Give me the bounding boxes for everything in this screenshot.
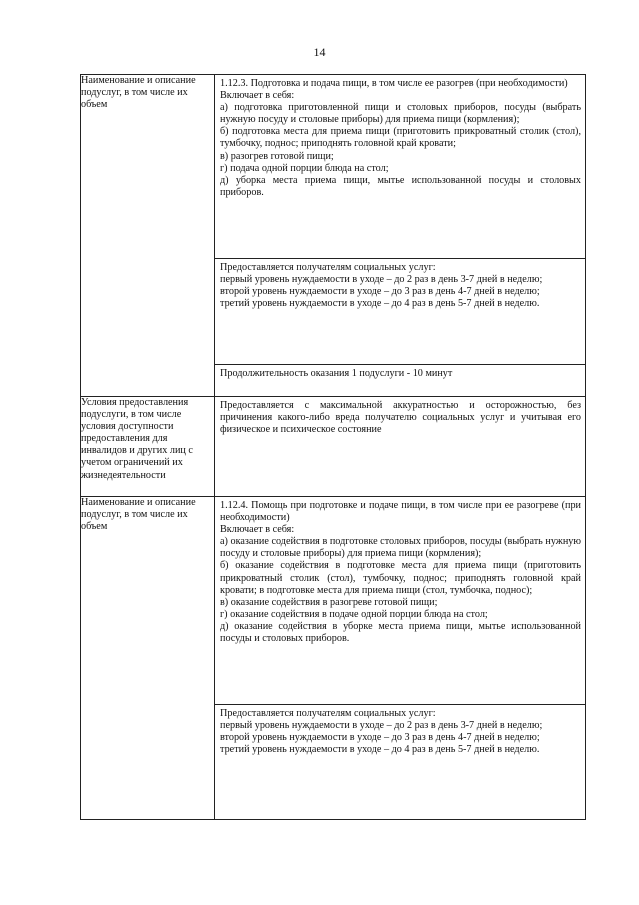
conditions-block — [215, 397, 585, 440]
service-description-table — [80, 74, 586, 820]
subservice-description-block — [215, 75, 585, 258]
text-line: Включает в себя: — [220, 90, 295, 102]
row-content — [215, 75, 586, 397]
row-label: Наименование и описание подуслуг, в том числе их объем — [81, 497, 215, 820]
subservice-description-block — [215, 497, 585, 704]
text-line: г) оказание содействия в подаче одной порции блюда на стол; — [220, 608, 488, 620]
text-line: а) оказание содействия в подготовке столовых приборов, посуды (выбрать нужную посуду и столовые приборы) для приема пищи (кормления); — [220, 536, 581, 560]
text-line: б) оказание содействия в подготовке места для приема пищи (приготовить прикроватный столик (стол), тумбочку, поднос; приподнять головной край кровати; в подготовке места для приема пищи (стол, тумбочка, поднос); — [220, 560, 581, 596]
text-line: Предоставляется получателям социальных услуг: — [220, 708, 436, 719]
text-line: 1.12.4. Помощь при подготовке и подаче пищи, в том числе при ее разогреве (при необходимости) — [220, 500, 581, 524]
text-line: третий уровень нуждаемости в уходе – до 4 раз в день 5-7 дней в неделю. — [220, 298, 540, 310]
row-label: Условия предоставления подуслуги, в том числе условия доступности предоставления для инвалидов и других лиц с учетом ограничений их жизнедеятельности — [81, 397, 215, 497]
text-line: третий уровень нуждаемости в уходе – до 4 раз в день 5-7 дней в неделю. — [220, 744, 540, 756]
duration-block — [215, 364, 585, 384]
text-line: 1.12.3. Подготовка и подача пищи, в том числе ее разогрев (при необходимости) — [220, 78, 568, 89]
text-line: первый уровень нуждаемости в уходе – до 2 раз в день 3-7 дней в неделю; — [220, 274, 543, 286]
text-line: в) оказание содействия в разогреве готовой пищи; — [220, 596, 438, 608]
frequency-block — [215, 704, 585, 760]
row-content — [215, 397, 586, 497]
text-line: первый уровень нуждаемости в уходе – до 2 раз в день 3-7 дней в неделю; — [220, 720, 543, 732]
table-row — [81, 397, 586, 497]
page-number: 14 — [313, 45, 326, 59]
text-line: в) разогрев готовой пищи; — [220, 150, 334, 162]
row-content — [215, 497, 586, 820]
row-label: Наименование и описание подуслуг, в том числе их объем — [81, 75, 215, 397]
table-row — [81, 75, 586, 397]
text-line: Включает в себя: — [220, 524, 295, 536]
text-line: Предоставляется получателям социальных услуг: — [220, 262, 436, 273]
text-line: второй уровень нуждаемости в уходе – до 3 раз в день 4-7 дней в неделю; — [220, 286, 540, 298]
text-line: Продолжительность оказания 1 подуслуги - 10 минут — [220, 368, 453, 379]
text-line: а) подготовка приготовленной пищи и столовых приборов, посуды (выбрать нужную посуду и столовые приборы) для приема пищи (кормления); — [220, 102, 581, 126]
text-line: г) подача одной порции блюда на стол; — [220, 162, 389, 174]
table-row — [81, 497, 586, 820]
text-line: д) оказание содействия в уборке места приема пищи, мытье использованной посуды и столовых приборов. — [220, 620, 581, 645]
text-line: д) уборка места приема пищи, мытье использованной посуды и столовых приборов. — [220, 174, 581, 198]
text-line: второй уровень нуждаемости в уходе – до 3 раз в день 4-7 дней в неделю; — [220, 732, 540, 744]
text-line: б) подготовка места для приема пищи (приготовить прикроватный столик (стол), тумбочку, поднос; приподнять головной край кровати; — [220, 126, 581, 150]
text-line: Предоставляется с максимальной аккуратностью и осторожностью, без причинения какого-либо вреда получателю социальных услуг и учитывая его физическое и психическое состояние — [220, 400, 581, 436]
frequency-block — [215, 258, 585, 364]
